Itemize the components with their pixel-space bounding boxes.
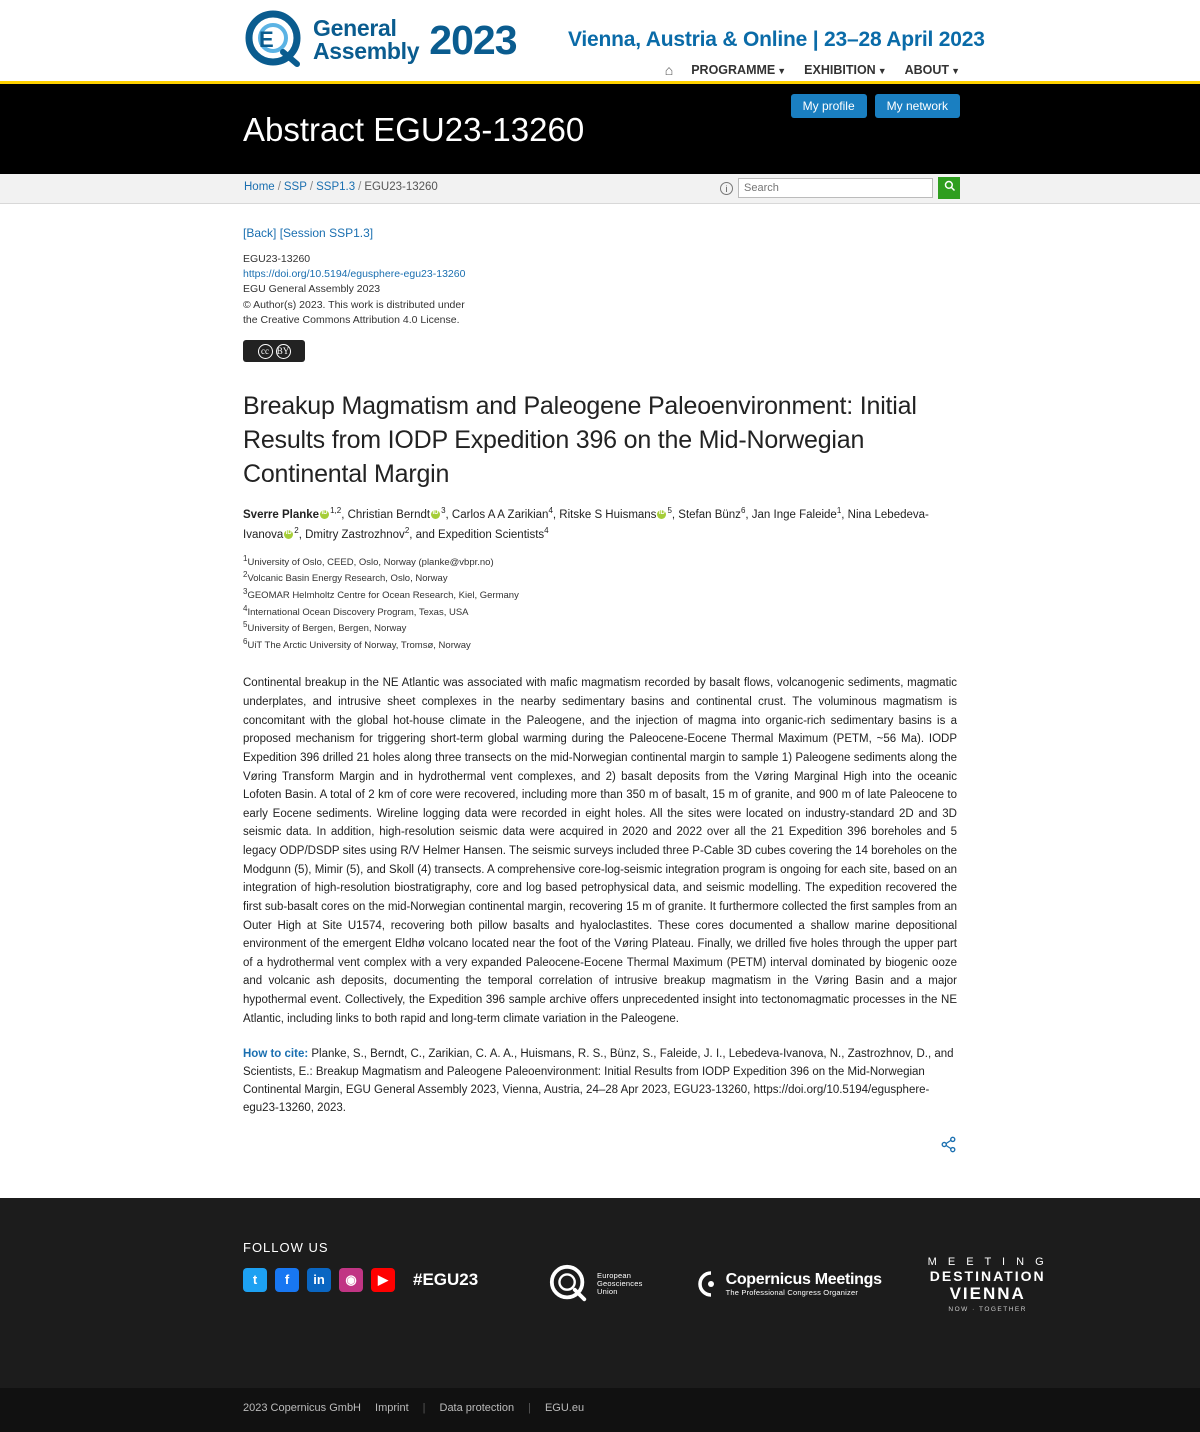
doi-link[interactable]: https://doi.org/10.5194/egusphere-egu23-13260: [243, 268, 466, 281]
chevron-down-icon: ▼: [951, 66, 960, 76]
affiliation-item: $^1$University of Oslo, CEED, Oslo, Norway (planke@vbpr.no): [243, 553, 494, 568]
back-links: [243, 226, 957, 240]
linkedin-icon[interactable]: in: [307, 1268, 331, 1292]
mdv-line4: NOW · TOGETHER: [948, 1305, 1027, 1313]
egu-footer-logo[interactable]: [548, 1263, 643, 1305]
youtube-icon[interactable]: ▶: [371, 1268, 395, 1292]
meeting-destination-vienna-logo[interactable]: [928, 1256, 1048, 1313]
abstract-meta: [243, 252, 957, 328]
copernicus-title: Copernicus Meetings: [725, 1271, 882, 1289]
how-to-cite-label: How to cite:: [243, 1048, 309, 1061]
mdv-line2: DESTINATION: [929, 1267, 1046, 1284]
affiliations: [243, 553, 957, 653]
chevron-down-icon: ▼: [877, 66, 887, 76]
author-name: , Nina Lebedeva-Ivanova: [243, 509, 929, 541]
back-link[interactable]: [Back]: [243, 226, 277, 240]
logo-line-general: General: [313, 15, 397, 41]
license-badge[interactable]: [243, 340, 305, 362]
author-name: , Christian Berndt: [341, 509, 431, 522]
copernicus-subtitle: The Professional Congress Organizer: [725, 1287, 859, 1297]
follow-us-label: FOLLOW US: [243, 1239, 329, 1255]
search-button[interactable]: [938, 177, 960, 199]
orcid-icon[interactable]: [284, 530, 293, 539]
logo-line-assembly: Assembly: [313, 38, 420, 64]
breadcrumb-item-home[interactable]: Home: [244, 181, 275, 193]
copyright-text: 2023 Copernicus GmbH: [243, 1401, 362, 1414]
abstract-body-text: Continental breakup in the NE Atlantic was associated with mafic magmatism recorded by basalt flows, volcanogenic sediments, magmatic underplates, and intrusive sheet complexes in the nearby sedimentary basins and continental crust. The voluminous magmatism is concomitant with the global hot-house climate in the Paleogene, and the injection of magma into organic-rich sedimentary basins is a proposed mechanism for triggering short-term global warming during the Paleocene-Eocene Thermal Maximum (PETM, ~56 Ma). IODP Expedition 396 drilled 21 holes along three transects on the mid-Norwegian continental margin to sample 1) Paleogene sediments along the Vøring Transform Margin and in hydrothermal vent complexes, and 2) basalt deposits from the Vøring Marginal High into the oceanic Lofoten Basin. A total of 2 km of core were recovered, including more than 350 m of basalt, 15 m of granite, and 900 m of late Paleocene to early Eocene sediments. Wireline logging data were recorded in eight holes. All the sites were located on industry-standard 2D and 3D seismic data. In addition, high-resolution seismic data were acquired in 2020 and 2022 over all the 21 Expedition 396 boreholes and 5 legacy ODP/DSDP sites using R/V Helmer Hansen. The seismic surveys included three P-Cable 3D cubes covering the 14 boreholes on the Modgunn (5), Mimir (5), and Skoll (4) transects. A comprehensive core-log-seismic integration program is ongoing for each site, based on an integration of high-resolution biostratigraphy, core and log based petrophysical data, and seismic modelling. The expedition recovered the first sub-basalt cores on the mid-Norwegian continental margin, recovering 15 m of granite. It furthermore collected the first samples from an Outer High at Site U1574, recovering both pillow basalts and hyaloclastites. These cores documented a shallow marine depositional environment of the emergent Eldhø volcano located near the foot of the Vøring Plateau. Finally, we drilled five holes through the upper part of a hydrothermal vent complex with a very expanded Paleocene-Eocene Thermal Maximum (PETM) interval dominated by biogenic ooze and volcanic ash deposits, documenting the temporal correlation of intrusive breakup magmatism in the Vøring Basin and a major hypothermal event. Collectively, the Expedition 396 sample archive offers unprecedented insight into tectonomagmatic processes in the NE Atlantic, including links to both rapid and long-term climate variation in the Paleogene.: [243, 677, 957, 1025]
copyright-line-1: © Author(s) 2023. This work is distributed under: [243, 298, 465, 311]
imprint-link[interactable]: Imprint: [375, 1401, 409, 1414]
orcid-icon[interactable]: [657, 510, 666, 519]
copyright-line-2: the Creative Commons Attribution 4.0 License.: [243, 313, 460, 326]
twitter-icon[interactable]: t: [243, 1268, 267, 1292]
how-to-cite-text: Planke, S., Berndt, C., Zarikian, C. A. A., Huismans, R. S., Bünz, S., Faleide, J. I., Lebedeva-Ivanova, N., Zastrozhnov, D., and Scientists, E.: Breakup Magmatism and Paleogene Paleoenvironment: Initial Results from IODP Expedition 396 on the Mid-Norwegian Continental Margin, EGU General Assembly 2023, Vienna, Austria, 24–28 Apr 2023, EGU23-13260, https://doi.org/10.5194/egusphere-egu23-13260, 2023.: [243, 1048, 954, 1114]
search-icon: [944, 180, 956, 192]
svg-text:E: E: [259, 27, 274, 52]
my-network-button[interactable]: My network: [875, 94, 960, 118]
egu-circle-icon: [243, 10, 307, 70]
my-profile-button[interactable]: My profile: [791, 94, 867, 118]
breadcrumb-bar: [0, 174, 1200, 204]
author-name: , Stefan Bünz: [671, 509, 741, 522]
author-name: Dmitry Zastrozhnov: [305, 528, 405, 541]
author-list: Sverre Planke iD $^{1,2}$, Christian Berndt iD $^3$, Carlos A A Zarikian$^4$, Ritske S Huismans iD $^5$, Stefan Bünz$^6$, Jan Inge Faleide$^1$, Nina Lebedeva-Ivanova iD $^2$, Dmitry Zastrozhnov$^2$, and Expedition Scientists$^4$: [243, 505, 957, 544]
breadcrumb-item-current: EGU23-13260: [364, 181, 438, 193]
affiliation-item: $^6$UiT The Arctic University of Norway, Tromsø, Norway: [243, 636, 471, 651]
abstract-id: EGU23-13260: [243, 253, 311, 265]
data-protection-link[interactable]: Data protection: [439, 1401, 515, 1414]
egu-footer-line3: Union: [597, 1287, 618, 1297]
breadcrumb-item-ssp[interactable]: SSP: [283, 181, 307, 193]
social-links: [243, 1268, 478, 1292]
assembly-name: EGU General Assembly 2023: [243, 283, 381, 296]
egu-logo[interactable]: [243, 10, 517, 70]
how-to-cite: [243, 1046, 957, 1117]
mdv-line3: VIENNA: [949, 1283, 1026, 1303]
home-icon[interactable]: ⌂: [664, 62, 674, 78]
orcid-icon[interactable]: [431, 510, 440, 519]
copernicus-mark-icon: [689, 1267, 719, 1301]
author-group: , and Expedition Scientists: [409, 528, 545, 541]
info-icon[interactable]: i: [720, 182, 733, 195]
search-area: [720, 177, 960, 199]
egu-footer-line2: Geosciences: [597, 1278, 643, 1288]
main-navigation: [665, 62, 960, 78]
breadcrumb: Home / SSP / SSP1.3 / EGU23-13260: [244, 181, 438, 193]
site-footer: [0, 1198, 1200, 1388]
instagram-icon[interactable]: ◉: [339, 1268, 363, 1292]
author-name: Sverre Planke: [243, 509, 320, 522]
affiliation-item: $^3$GEOMAR Helmholtz Centre for Ocean Research, Kiel, Germany: [243, 586, 519, 602]
breadcrumb-item-ssp13[interactable]: SSP1.3: [316, 181, 356, 193]
affiliation-item: $^2$Volcanic Basin Energy Research, Oslo, Norway: [243, 570, 448, 585]
page-title: Abstract EGU23-13260: [243, 111, 585, 148]
share-icon[interactable]: [940, 1140, 957, 1157]
abstract-title: Breakup Magmatism and Paleogene Paleoenvironment: Initial Results from IODP Expedition 396 on the Mid-Norwegian Continental Margin: [243, 392, 917, 488]
nav-item-exhibition[interactable]: EXHIBITION ▼: [804, 63, 887, 77]
orcid-icon[interactable]: [320, 510, 329, 519]
footer-logos: [548, 1256, 1048, 1313]
site-header: [0, 0, 1200, 84]
abstract-content: [243, 204, 957, 1198]
nav-item-about[interactable]: ABOUT ▼: [904, 63, 960, 77]
session-link[interactable]: [Session SSP1.3]: [279, 226, 374, 240]
logo-year: 2023: [429, 16, 517, 63]
author-name: , Carlos A A Zarikian: [445, 509, 549, 522]
affiliation-item: $^4$International Ocean Discovery Program, Texas, USA: [243, 603, 469, 618]
affiliation-item: $^5$University of Bergen, Bergen, Norway: [243, 620, 407, 635]
hashtag-label: #EGU23: [413, 1269, 479, 1289]
egu-circle-icon: [548, 1263, 590, 1305]
page-title-band: [0, 84, 1200, 174]
author-name: , Jan Inge Faleide: [745, 509, 837, 522]
nav-item-programme[interactable]: PROGRAMME ▼: [691, 63, 787, 77]
mdv-line1: M E E T I N G: [927, 1255, 1048, 1268]
facebook-icon[interactable]: f: [275, 1268, 299, 1292]
cc-icon: cc: [258, 344, 273, 359]
venue-dates: Vienna, Austria & Online | 23–28 April 2023: [568, 28, 985, 51]
author-name: , Ritske S Huismans: [552, 509, 657, 522]
footer-bottom-bar: 2023 Copernicus GmbH Imprint | Data protection | EGU.eu: [0, 1388, 1200, 1432]
account-buttons: [791, 94, 960, 118]
egu-footer-line1: European: [597, 1270, 632, 1280]
copernicus-meetings-logo[interactable]: [689, 1267, 882, 1301]
search-input[interactable]: [738, 178, 933, 198]
chevron-down-icon: ▼: [777, 66, 787, 76]
cc-by-icon: BY: [276, 344, 291, 359]
egu-eu-link[interactable]: EGU.eu: [544, 1401, 585, 1414]
